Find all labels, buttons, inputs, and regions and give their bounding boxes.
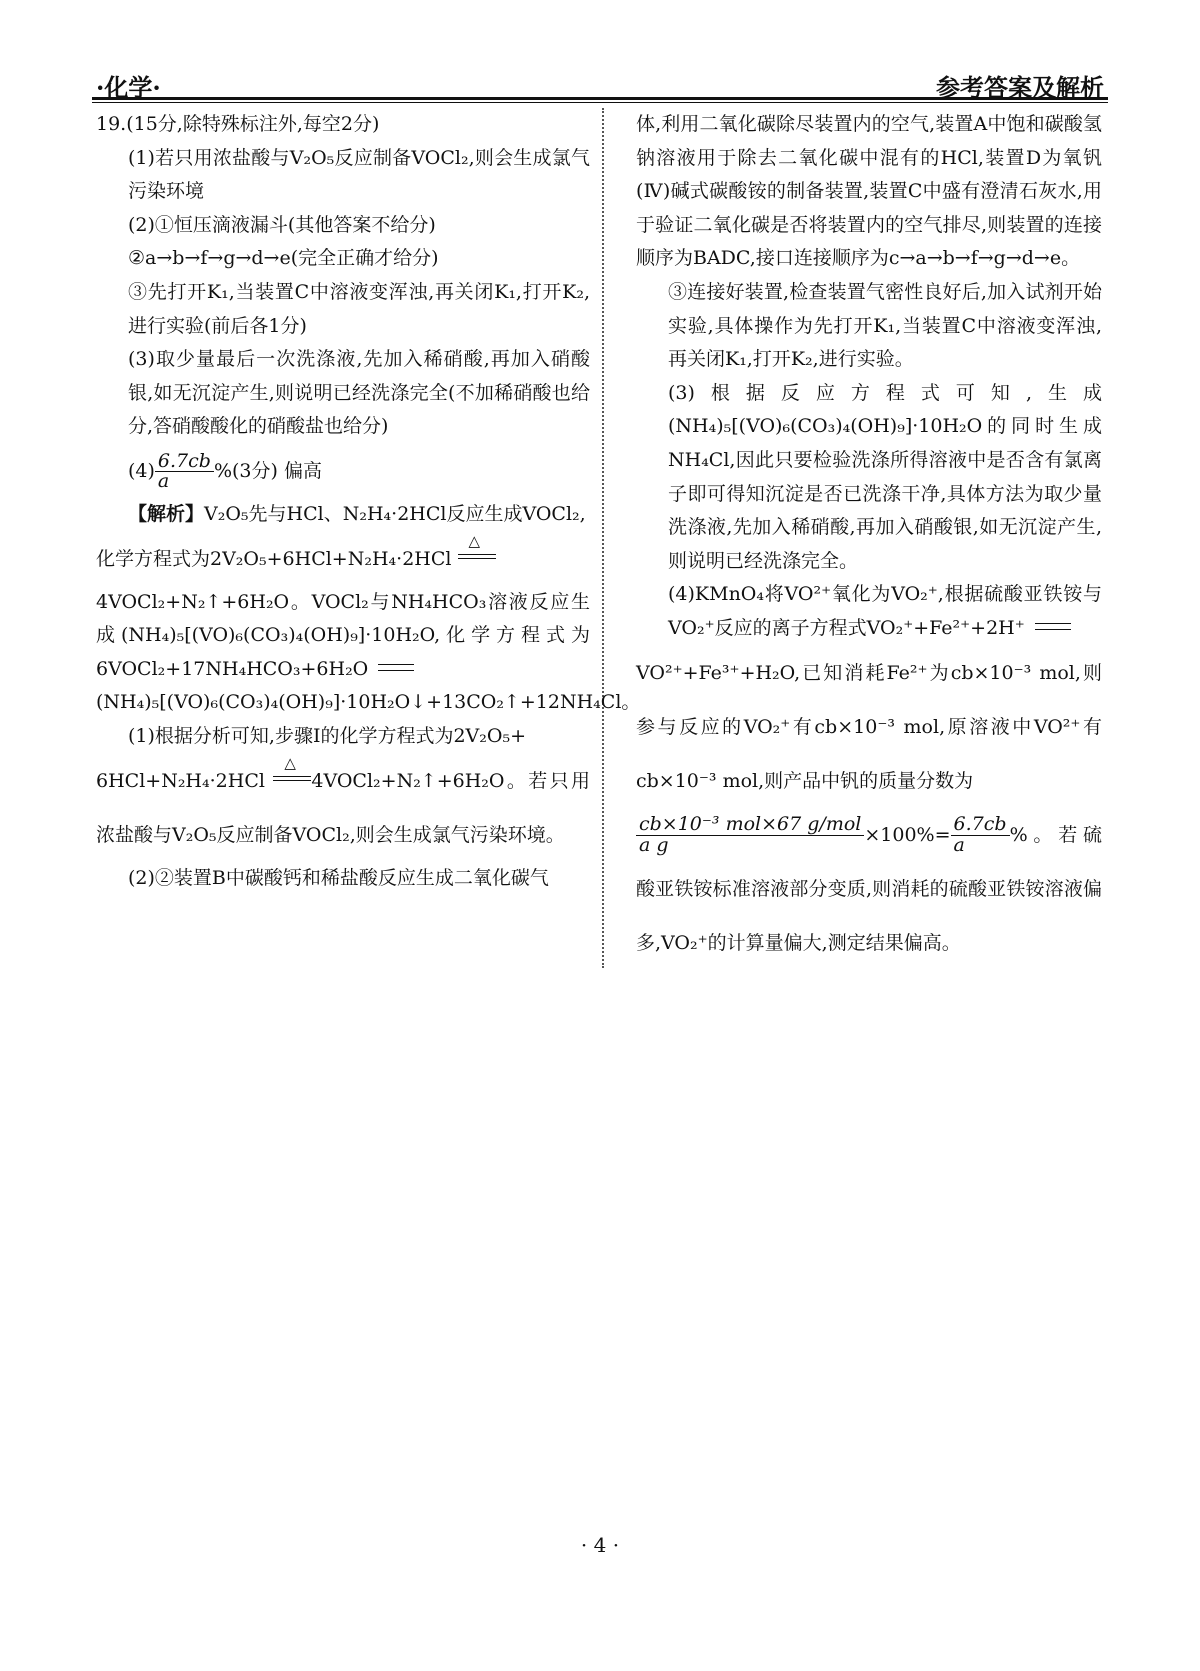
answer-4-fraction: $\frac{6.7cb}{a}$ — [155, 452, 214, 493]
equals-sign — [378, 664, 414, 671]
analysis-part-1: 6HCl+N₂H₄·2HCl △ 4VOCl₂+N₂↑+6H₂O。若只用浓盐酸与V₂O₅反应制备VOCl₂,则会生成氯气污染环境。 — [96, 754, 590, 862]
answer-4: (4) $\frac{6.7cb}{a}$ %(3分) 偏高 — [128, 449, 322, 493]
analysis-part-3: (3)根据反应方程式可知,生成(NH₄)₅[(VO)₆(CO₃)₄(OH)₉]·10H₂O的同时生成NH₄Cl,因此只要检验洗涤所得溶液中是否含有氯离子即可得知沉淀是否已洗涤干净,具体方法为取少量洗涤液,先加入稀硝酸,再加入硝酸银,如无沉淀产生,则说明已经洗涤完全。 — [668, 381, 1102, 572]
section-title: 参考答案及解析 — [936, 73, 1104, 102]
header-rule-thick — [92, 97, 1108, 100]
page-header — [92, 68, 1108, 102]
header-rule-thin — [92, 102, 1108, 103]
analysis-part-2-intro: (2)②装置B中碳酸钙和稀盐酸反应生成二氧化碳气 — [128, 866, 549, 889]
analysis-intro: 【解析】V₂O₅先与HCl、N₂H₄·2HCl反应生成VOCl₂, — [128, 502, 586, 525]
analysis-part-2-cont: 体,利用二氧化碳除尽装置内的空气,装置A中饱和碳酸氢钠溶液用于除去二氧化碳中混有的HCl,装置D为氧钒(Ⅳ)碱式碳酸铵的制备装置,装置C中盛有澄清石灰水,用于验证二氧化碳是否将装置内的空气排尽,则装置的连接顺序为BADC,接口连接顺序为c→a→b→f→g→d→e。 — [636, 113, 1102, 270]
analysis-part-4: VO²⁺+Fe³⁺+H₂O,已知消耗Fe²⁺为cb×10⁻³ mol,则参与反应的VO₂⁺有cb×10⁻³ mol,原溶液中VO²⁺有cb×10⁻³ mol,则产品中钒的质量分数为 $\frac{\text{cb×10⁻³ mol×67 g/mol}}{\text{a g}}$ ×100%= $\frac{6.7cb}{a}$ %。若硫酸亚铁铵标准溶液部分变质,则消耗的硫酸亚铁铵溶液偏多,VO₂⁺的计算量偏大,测定结果偏高。 — [636, 661, 1102, 954]
analysis-part-1-intro: (1)根据分析可知,步骤Ⅰ的化学方程式为2V₂O₅+ — [128, 724, 526, 747]
analysis-label: 【解析】 — [128, 502, 205, 525]
answer-2-1: (2)①恒压滴液漏斗(其他答案不给分) — [128, 213, 436, 236]
question-heading: 19.(15分,除特殊标注外,每空2分) — [96, 113, 380, 135]
equals-sign — [1035, 623, 1071, 630]
left-column — [96, 108, 641, 895]
answer-2-2: ②a→b→f→g→d→e(完全正确才给分) — [128, 247, 439, 270]
analysis-equation-2-products: (NH₄)₅[(VO)₆(CO₃)₄(OH)₉]·10H₂O↓+13CO₂↑+12NH₄Cl。 — [96, 691, 641, 714]
column-divider — [602, 108, 604, 968]
subject-label: ·化学· — [96, 73, 161, 102]
answer-3: (3)取少量最后一次洗涤液,先加入稀硝酸,再加入硝酸银,如无沉淀产生,则说明已经洗涤完全(不加稀硝酸也给分,答硝酸酸化的硝酸盐也给分) — [128, 348, 590, 438]
heat-equals-sign — [273, 771, 311, 787]
analysis-equation-1: 化学方程式为2V₂O₅+6HCl+N₂H₄·2HCl △ — [96, 532, 590, 586]
heat-equals-sign — [458, 549, 496, 565]
mass-fraction-result: $\frac{6.7cb}{a}$ — [951, 815, 1010, 856]
mass-fraction-formula: $\frac{\text{cb×10⁻³ mol×67 g/mol}}{\text{a g}}$ — [636, 815, 864, 856]
page-number: · 4 · — [580, 1533, 620, 1557]
analysis-part-2-step3: ③连接好装置,检查装置气密性良好后,加入试剂开始实验,具体操作为先打开K₁,当装置C中溶液变浑浊,再关闭K₁,打开K₂,进行实验。 — [668, 280, 1102, 371]
answer-1: (1)若只用浓盐酸与V₂O₅反应制备VOCl₂,则会生成氯气污染环境 — [128, 146, 590, 203]
answer-2-3: ③先打开K₁,当装置C中溶液变浑浊,再关闭K₁,打开K₂,进行实验(前后各1分) — [128, 280, 590, 337]
analysis-equation-1-products: 4VOCl₂+N₂↑+6H₂O。VOCl₂与NH₄HCO₃溶液反应生成(NH₄)₅[(VO)₆(CO₃)₄(OH)₉]·10H₂O,化学方程式为6VOCl₂+17NH₄HCO₃+6H₂O — [96, 590, 590, 680]
analysis-part-4-intro: (4)KMnO₄将VO²⁺氧化为VO₂⁺,根据硫酸亚铁铵与VO₂⁺反应的离子方程式VO₂⁺+Fe²⁺+2H⁺ — [668, 583, 1102, 639]
right-column — [636, 108, 1102, 970]
